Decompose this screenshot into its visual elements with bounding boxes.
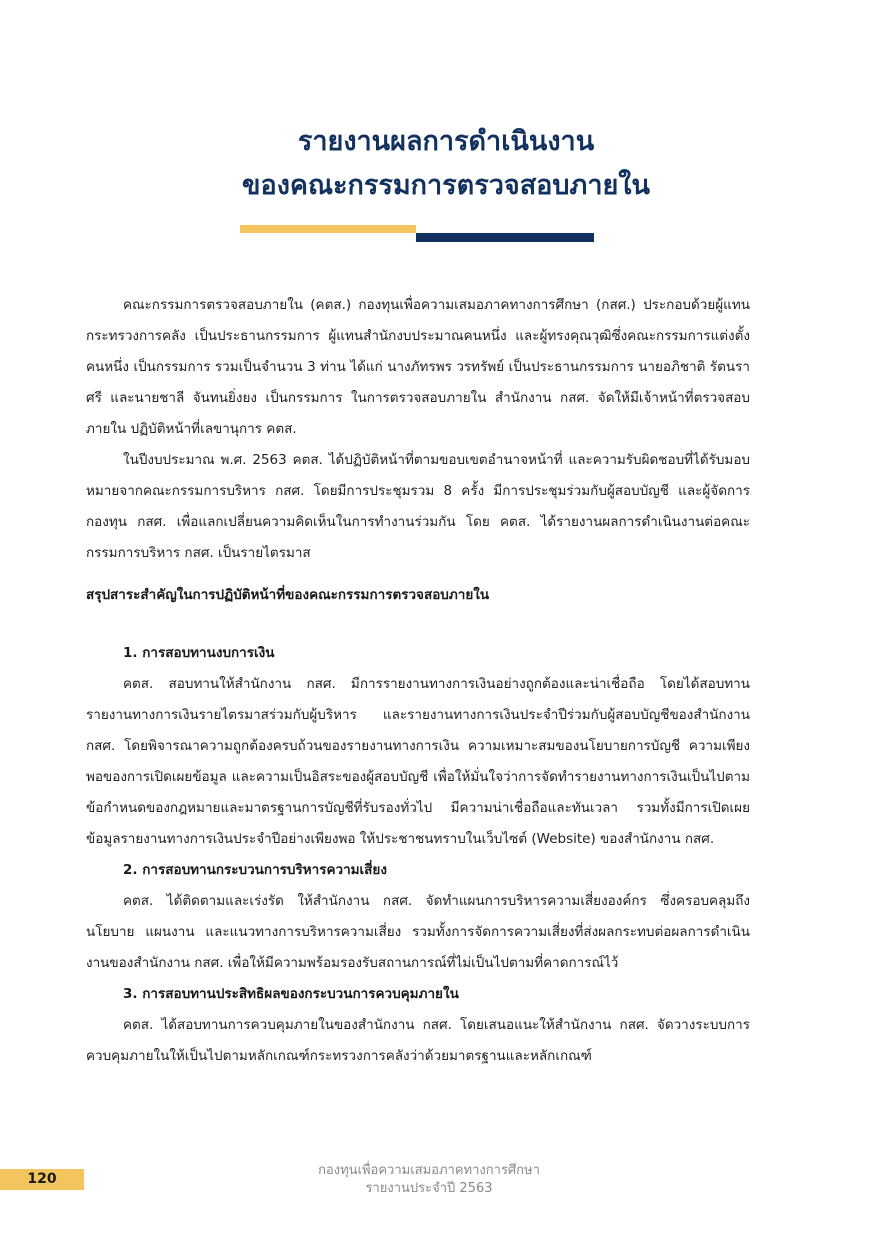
section-3-body: คตส. ได้สอบทานการควบคุมภายในของสำนักงาน กสศ. โดยเสนอแนะให้สำนักงาน กสศ. จัดวางระบบการควบคุมภายในให้เป็นไปตามหลักเกณฑ์กระทรวงการคลังว่าด้วยมาตรฐานและหลักเกณฑ์: [86, 1017, 750, 1064]
section-2-body: คตส. ได้ติดตามและเร่งรัด ให้สำนักงาน กสศ. จัดทำแผนการบริหารความเสี่ยงองค์กร ซึ่งครอบคลุมถึงนโยบาย แผนงาน และแนวทางการบริหารความเสี่ยง รวมทั้งการจัดการความเสี่ยงที่ส่งผลกระทบต่อผลการดำเนินงานของสำนักงาน กสศ. เพื่อให้มีความพร้อมรองรับสถานการณ์ที่ไม่เป็นไปตามที่คาดการณ์ไว้: [86, 893, 750, 971]
footer-report-name: รายงานประจำปี 2563: [365, 1181, 493, 1196]
title-underline-navy: [416, 233, 594, 242]
section-2-heading: 2. การสอบทานกระบวนการบริหารความเสี่ยง: [123, 862, 387, 878]
page-number-badge: 120: [0, 1169, 84, 1190]
intro-section: [86, 290, 750, 569]
section-1-heading: 1. การสอบทานงบการเงิน: [123, 645, 275, 661]
intro-paragraph-1: คณะกรรมการตรวจสอบภายใน (คตส.) กองทุนเพื่อความเสมอภาคทางการศึกษา (กสศ.) ประกอบด้วยผู้แทนกระทรวงการคลัง เป็นประธานกรรมการ ผู้แทนสำนักงบประมาณคนหนึ่ง และผู้ทรงคุณวุฒิซึ่งคณะกรรมการแต่งตั้งคนหนึ่ง เป็นกรรมการ รวมเป็นจำนวน 3 ท่าน ได้แก่ นางภัทรพร วรทรัพย์ เป็นประธานกรรมการ นายอภิชาติ รัตนราศรี และนายชาลี จันทนยิ่งยง เป็นกรรมการ ในการตรวจสอบภายใน สำนักงาน กสศ. จัดให้มีเจ้าหน้าที่ตรวจสอบภายใน ปฏิบัติหน้าที่เลขานุการ คตส.: [86, 297, 750, 437]
duties-section: [86, 638, 750, 1072]
summary-heading: สรุปสาระสำคัญในการปฏิบัติหน้าที่ของคณะกรรมการตรวจสอบภายใน: [86, 587, 490, 603]
intro-paragraph-2: ในปีงบประมาณ พ.ศ. 2563 คตส. ได้ปฏิบัติหน้าที่ตามขอบเขตอำนาจหน้าที่ และความรับผิดชอบที่ได้รับมอบหมายจากคณะกรรมการบริหาร กสศ. โดยมีการประชุมรวม 8 ครั้ง มีการประชุมร่วมกับผู้สอบบัญชี และผู้จัดการกองทุน กสศ. เพื่อแลกเปลี่ยนความคิดเห็นในการทำงานร่วมกัน โดย คตส. ได้รายงานผลการดำเนินงานต่อคณะกรรมการบริหาร กสศ. เป็นรายไตรมาส: [86, 452, 750, 561]
footer-org-name: กองทุนเพื่อความเสมอภาคทางการศึกษา: [318, 1163, 540, 1178]
title-underline-gold: [240, 225, 416, 233]
page-title: [0, 120, 892, 208]
title-line-1: รายงานผลการดำเนินงาน: [297, 126, 595, 157]
section-3-heading: 3. การสอบทานประสิทธิผลของกระบวนการควบคุมภายใน: [123, 986, 459, 1002]
section-1-body: คตส. สอบทานให้สำนักงาน กสศ. มีการรายงานทางการเงินอย่างถูกต้องและน่าเชื่อถือ โดยได้สอบทานรายงานทางการเงินรายไตรมาสร่วมกับผู้บริหาร และรายงานทางการเงินประจำปีร่วมกับผู้สอบบัญชีของสำนักงาน กสศ. โดยพิจารณาความถูกต้องครบถ้วนของรายงานทางการเงิน ความเหมาะสมของนโยบายการบัญชี ความเพียงพอของการเปิดเผยข้อมูล และความเป็นอิสระของผู้สอบบัญชี เพื่อให้มั่นใจว่าการจัดทำรายงานทางการเงินเป็นไปตามข้อกำหนดของกฎหมายและมาตรฐานการบัญชีที่รับรองทั่วไป มีความน่าเชื่อถือและทันเวลา รวมทั้งมีการเปิดเผยข้อมูลรายงานทางการเงินประจำปีอย่างเพียงพอ ให้ประชาชนทราบในเว็บไซต์ (Website) ของสำนักงาน กสศ.: [86, 676, 750, 847]
title-line-2: ของคณะกรรมการตรวจสอบภายใน: [242, 170, 650, 201]
